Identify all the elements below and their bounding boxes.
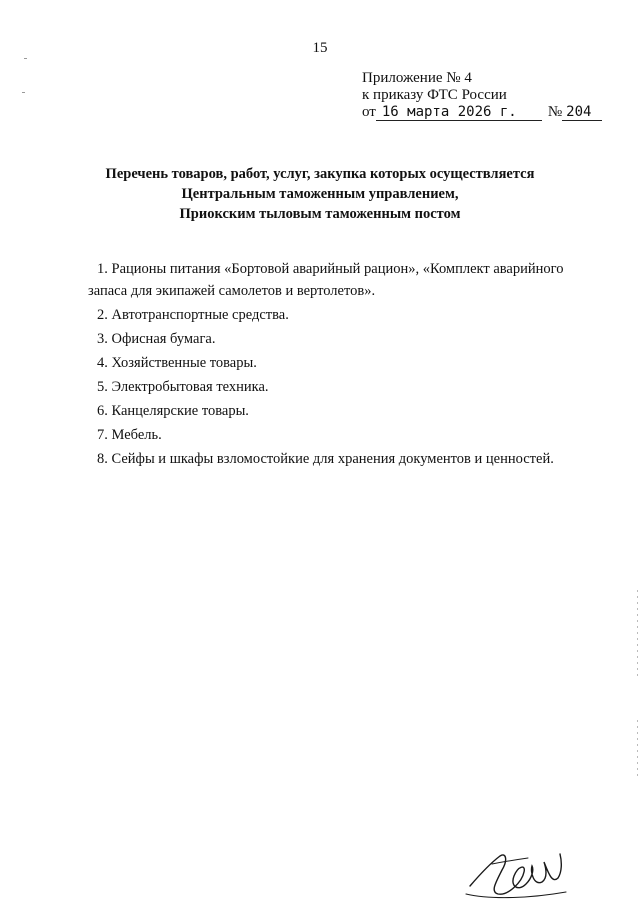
list-item xyxy=(88,258,588,302)
scan-speck xyxy=(22,92,25,93)
list-item: 3. Офисная бумага. xyxy=(97,331,216,347)
order-date-line xyxy=(362,104,602,121)
list-item-text-line-1: 1. Рационы питания «Бортовой аварийный рацион», «Комплект аварийного xyxy=(97,261,564,277)
title-line-1: Перечень товаров, работ, услуг, закупка которых осуществляется xyxy=(105,166,535,182)
list-item: 7. Мебель. xyxy=(97,427,162,443)
scan-edge-marks xyxy=(637,590,638,680)
list-item: 5. Электробытовая техника. xyxy=(97,379,269,395)
scan-edge-marks xyxy=(637,720,638,780)
handwritten-signature xyxy=(462,842,572,902)
items-list xyxy=(88,258,588,472)
order-number: 204 xyxy=(562,104,602,121)
title-line-2: Центральным таможенным управлением, xyxy=(181,186,459,202)
order-number-sign: № xyxy=(547,104,563,120)
page-number: 15 xyxy=(312,40,328,56)
order-date: 16 марта 2026 г. xyxy=(376,104,542,121)
list-item: 4. Хозяйственные товары. xyxy=(97,355,257,371)
order-date-prefix: от xyxy=(362,104,376,120)
list-item-text-line-2: запаса для экипажей самолетов и вертолетов». xyxy=(88,283,376,299)
list-item: 8. Сейфы и шкафы взломостойкие для хранения документов и ценностей. xyxy=(97,451,554,467)
appendix-order-reference: к приказу ФТС России xyxy=(362,87,507,103)
appendix-block xyxy=(362,70,602,121)
appendix-title: Приложение № 4 xyxy=(362,70,472,86)
list-item: 6. Канцелярские товары. xyxy=(97,403,249,419)
title-line-3: Приокским тыловым таможенным постом xyxy=(179,206,461,222)
document-title xyxy=(0,164,640,224)
scan-speck xyxy=(24,58,27,59)
list-item: 2. Автотранспортные средства. xyxy=(97,307,289,323)
